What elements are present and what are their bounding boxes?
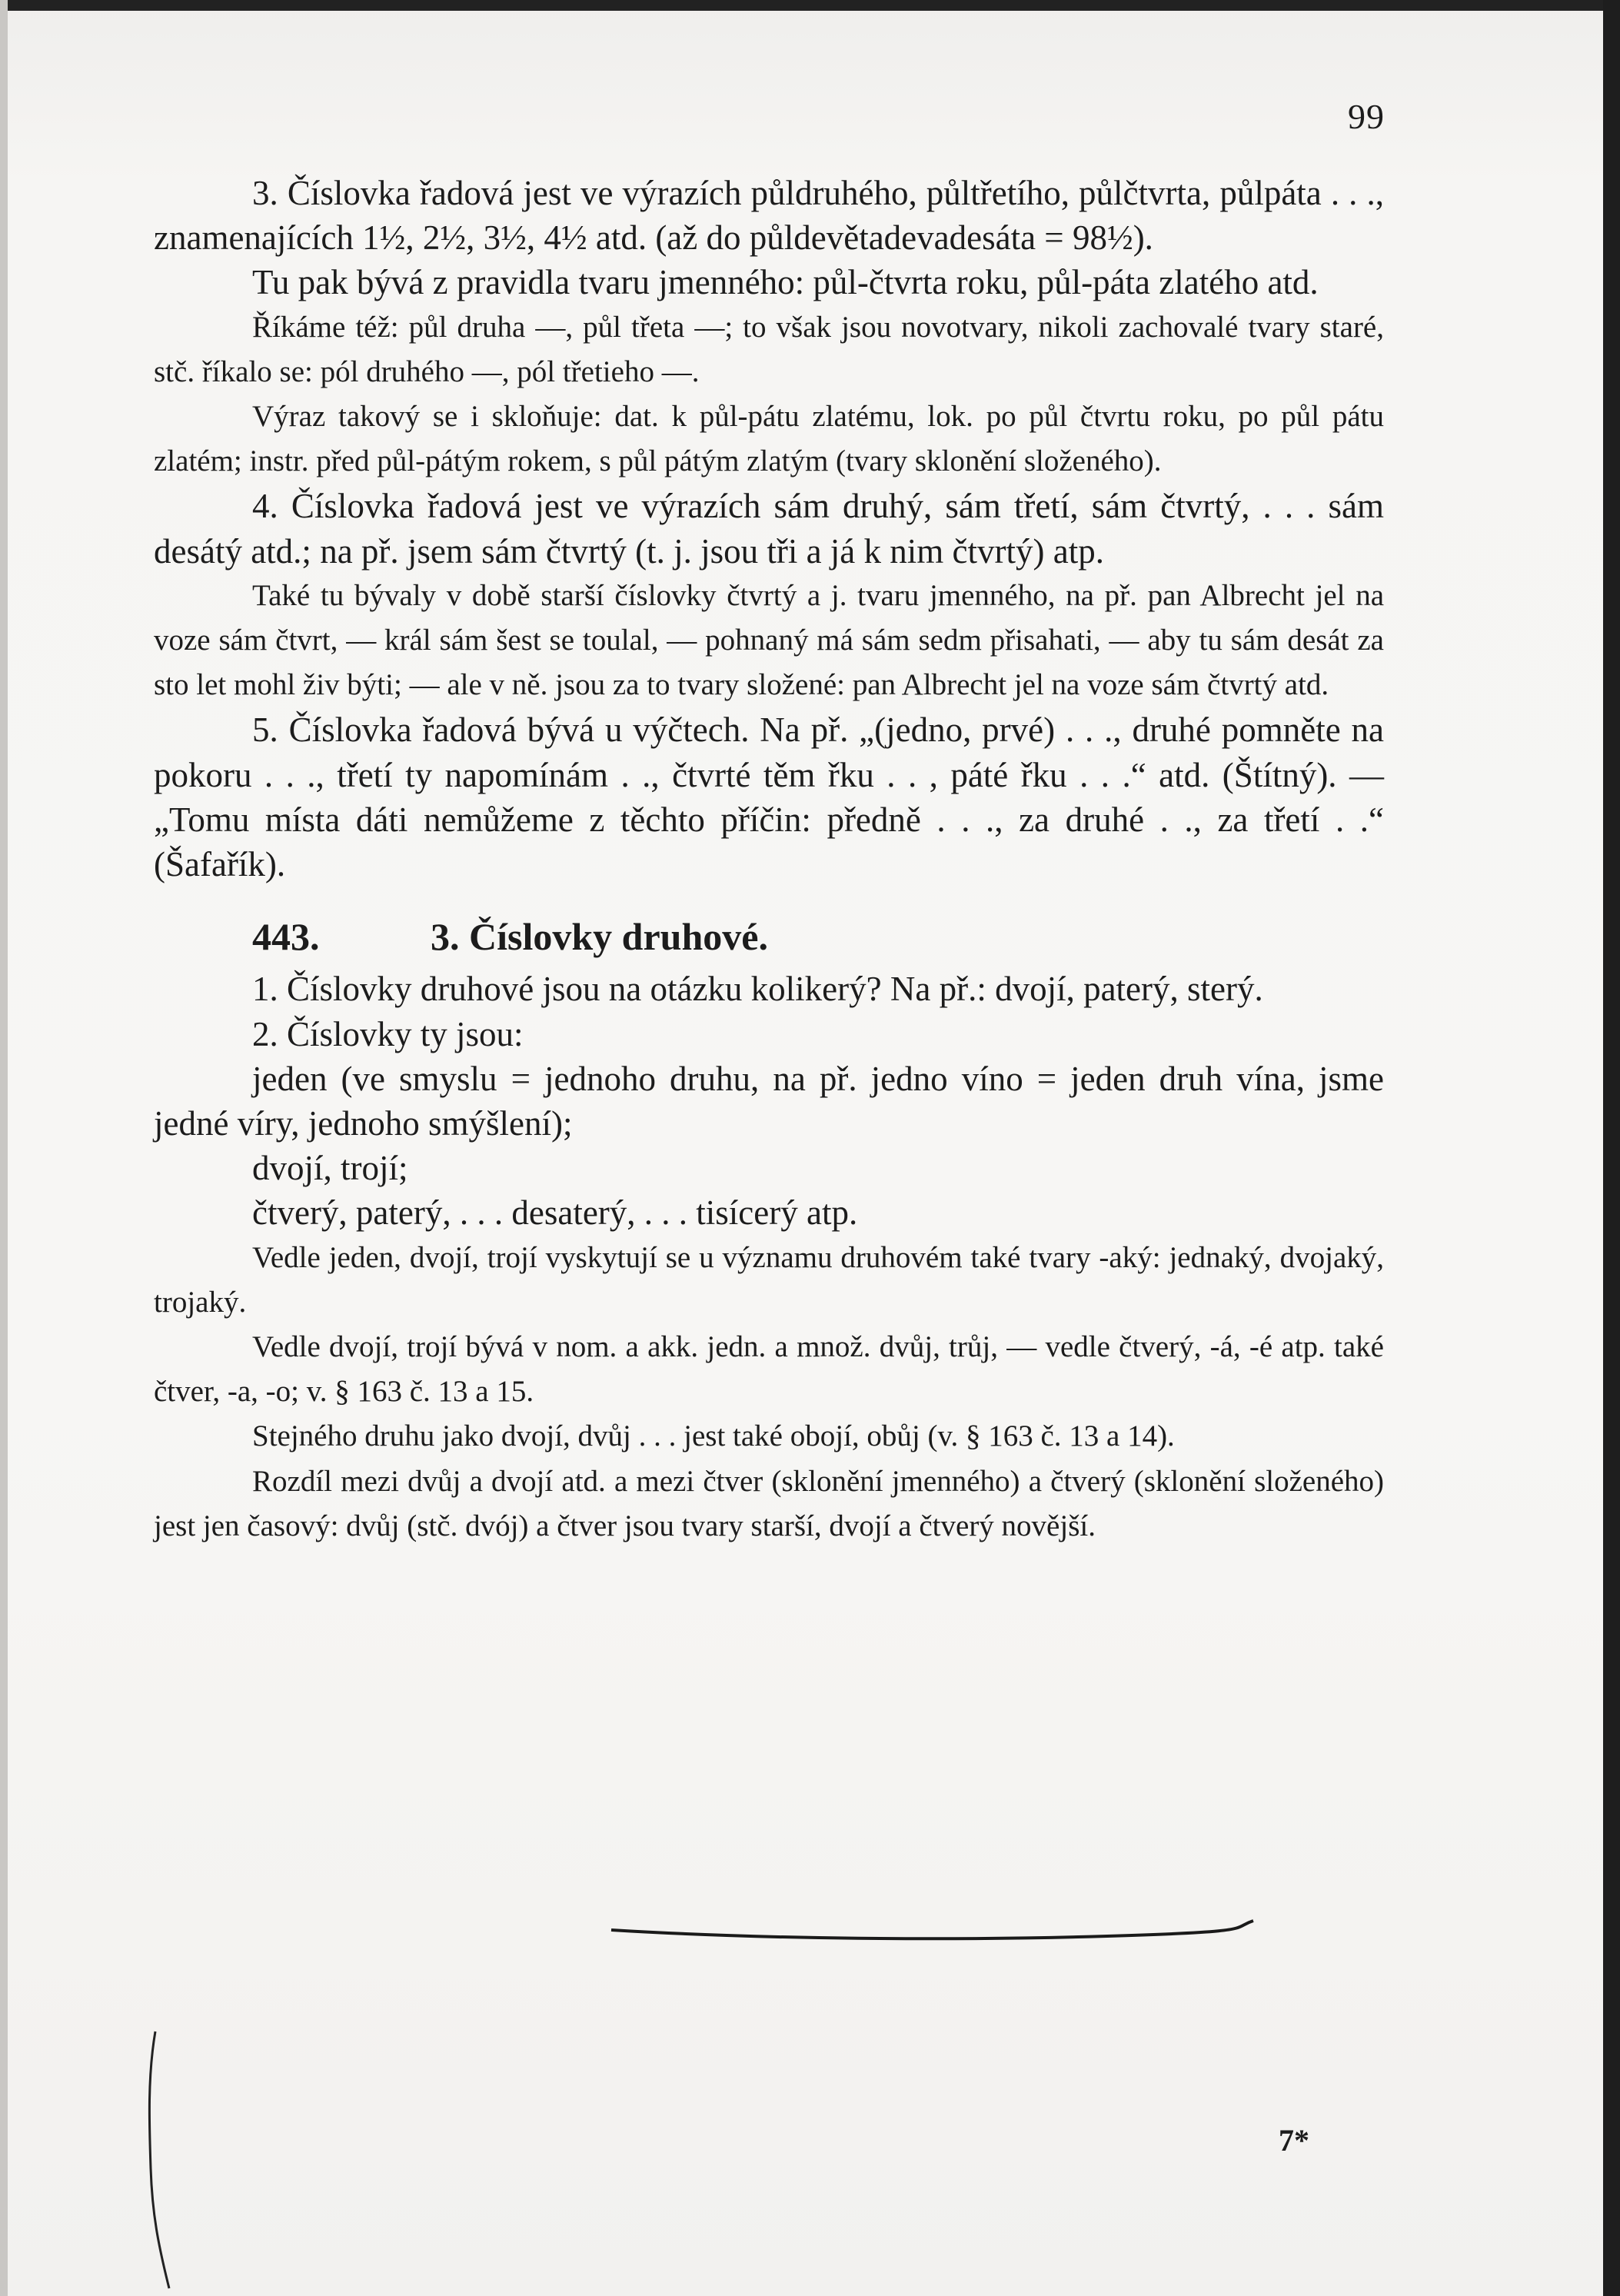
paragraph-item-4: 4. Číslovka řadová jest ve výrazích sám druhý, sám třetí, sám čtvrtý, . . . sám desátý atd.; na př. jsem sám čtvrtý (t. j. jsou tři a já k nim čtvrtý) atp. xyxy=(154,487,1384,571)
section-list-dvoji: dvojí, trojí; xyxy=(252,1149,408,1188)
section-note-rozdil: Rozdíl mezi dvůj a dvojí atd. a mezi čtver (sklonění jmenného) a čtverý (sklonění složeného) jest jen časový: dvůj (stč. dvój) a čtver jsou tvary starší, dvojí a čtverý novější. xyxy=(154,1464,1384,1542)
paragraph-note-starsi: Také tu bývaly v době starší číslovky čtvrtý a j. tvaru jmenného, na př. pan Albrecht jel na voze sám čtvrt, — král sám šest se toulal, — pohnaný má sám sedm přisahati, — aby tu sám desát za sto let mohl živ býti; — ale v ně. jsou za to tvary složené: pan Albrecht jel na voze sám čtvrtý atd. xyxy=(154,578,1384,702)
section-note-dvuj: Vedle dvojí, trojí bývá v nom. a akk. jedn. a množ. dvůj, trůj, — vedle čtverý, -á, -é atp. také čtver, -a, -o; v. § 163 č. 13 a 15. xyxy=(154,1330,1384,1409)
section-title: 3. Číslovky druhové. xyxy=(431,915,768,959)
handwritten-underline-mark xyxy=(607,1913,1261,1944)
section-note-aky: Vedle jeden, dvojí, trojí vyskytují se u významu druhovém také tvary -aký: jednaký, dvojaký, trojaký. xyxy=(154,1240,1384,1319)
body-text xyxy=(154,171,1384,1549)
handwritten-margin-mark xyxy=(132,2030,178,2291)
section-heading xyxy=(154,914,1384,959)
scan-edge-top xyxy=(0,0,1620,11)
section-number: 443. xyxy=(252,915,320,959)
page-number: 99 xyxy=(1348,97,1385,136)
paragraph-note-novotvary: Říkáme též: půl druha —, půl třeta —; to však jsou novotvary, nikoli zachovalé tvary staré, stč. říkalo se: pól druhého —, pól třetieho —. xyxy=(154,310,1384,388)
section-note-oboji: Stejného druhu jako dvojí, dvůj . . . jest také obojí, obůj (v. § 163 č. 13 a 14). xyxy=(252,1419,1175,1453)
section-list-ctvery: čtverý, paterý, . . . desaterý, . . . tisícerý atp. xyxy=(252,1193,858,1233)
paragraph-item-5: 5. Číslovka řadová bývá u výčtech. Na př. „(jedno, prvé) . . ., druhé pomněte na pokoru . . ., třetí ty napomínám . ., čtvrté těm řku . . , páté řku . . .“ atd. (Štítný). — „Tomu místa dáti nemůžeme z těchto příčin: předně . . ., za druhé . ., za třetí . .“ (Šafařík). xyxy=(154,710,1384,884)
scan-edge-left xyxy=(0,0,8,2296)
paragraph-item-3: 3. Číslovka řadová jest ve výrazích půldruhého, půltřetího, půlčtvrta, půlpáta . . ., znamenajících 1½, 2½, 3½, 4½ atd. (až do půldevětadevadesáta = 98½). xyxy=(154,174,1384,258)
section-paragraph-1: 1. Číslovky druhové jsou na otázku kolikerý? Na př.: dvojí, paterý, sterý. xyxy=(252,970,1263,1009)
section-list-jeden: jeden (ve smyslu = jednoho druhu, na př. jedno víno = jeden druh vína, jsme jedné víry, jednoho smýšlení); xyxy=(154,1059,1384,1143)
printer-signature-mark: 7* xyxy=(1279,2123,1309,2158)
paragraph-item-3-jmenny: Tu pak bývá z pravidla tvaru jmenného: půl-čtvrta roku, půl-páta zlatého atd. xyxy=(252,263,1319,302)
section-paragraph-2: 2. Číslovky ty jsou: xyxy=(252,1014,524,1053)
scan-edge-right xyxy=(1603,0,1620,2296)
paragraph-note-sklonovani: Výraz takový se i skloňuje: dat. k půl-pátu zlatému, lok. po půl čtvrtu roku, po půl pátu zlatém; instr. před půl-pátým rokem, s půl pátým zlatým (tvary sklonění složeného). xyxy=(154,400,1384,478)
